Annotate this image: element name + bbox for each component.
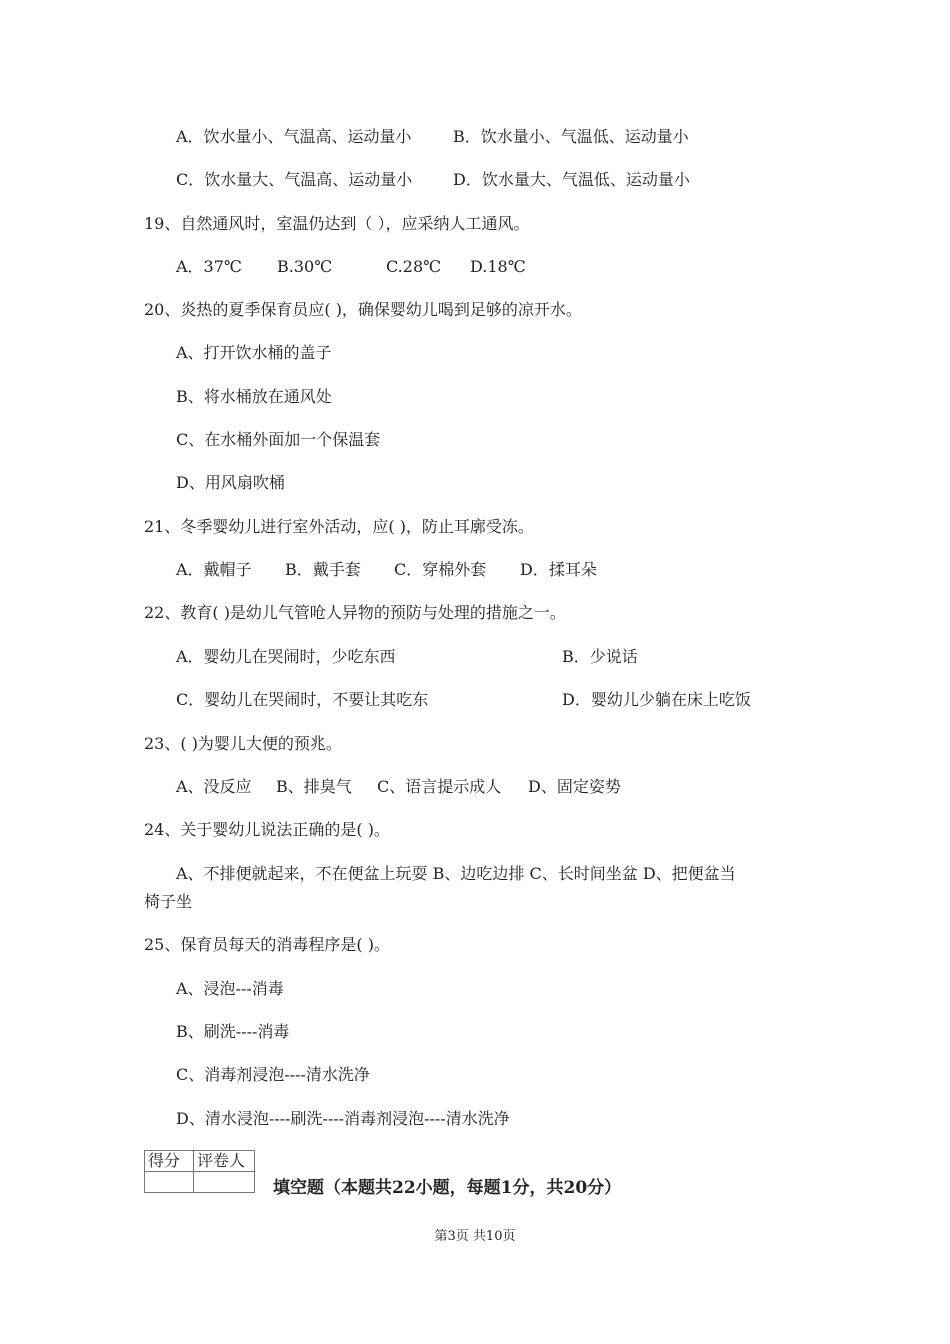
q22-option-b: B．少说话 — [562, 647, 638, 666]
q20-option-c: C、在水桶外面加一个保温套 — [176, 430, 381, 449]
section-title: 填空题（本题共22小题，每题1分，共20分） — [273, 1178, 622, 1198]
grader-cell — [194, 1172, 255, 1193]
q19-option-b: B.30℃ — [277, 257, 333, 276]
q25-stem: 25、保育员每天的消毒程序是( )。 — [144, 935, 390, 954]
q21-option-b: B．戴手套 — [285, 560, 361, 579]
q20-option-a: A、打开饮水桶的盖子 — [176, 343, 332, 362]
q22-option-a: A．婴幼儿在哭闹时，少吃东西 — [176, 647, 396, 666]
q22-option-c: C．婴幼儿在哭闹时，不要让其吃东 — [176, 690, 429, 709]
q18-option-d: D．饮水量大、气温低、运动量小 — [453, 170, 690, 189]
q24-options-line2: 椅子坐 — [144, 892, 193, 911]
q21-option-a: A．戴帽子 — [176, 560, 252, 579]
score-header: 得分 — [145, 1151, 194, 1172]
q18-option-c: C．饮水量大、气温高、运动量小 — [176, 170, 413, 189]
q23-option-c: C、语言提示成人 — [377, 777, 502, 796]
q23-option-b: B、排臭气 — [276, 777, 352, 796]
page-footer: 第3页 共10页 — [434, 1229, 516, 1244]
q20-stem: 20、炎热的夏季保育员应( )，确保婴幼儿喝到足够的凉开水。 — [144, 300, 582, 319]
q19-option-a: A．37℃ — [176, 257, 242, 276]
q23-stem: 23、( )为婴儿大便的预兆。 — [144, 734, 342, 753]
q21-option-c: C．穿棉外套 — [394, 560, 487, 579]
q22-stem: 22、教育( )是幼儿气管呛人异物的预防与处理的措施之一。 — [144, 603, 566, 622]
score-box — [144, 1150, 255, 1193]
q24-options-line1: A、不排便就起来，不在便盆上玩耍 B、边吃边排 C、长时间坐盆 D、把便盆当 — [176, 864, 736, 883]
q25-option-b: B、刷洗----消毒 — [176, 1022, 290, 1041]
q20-option-d: D、用风扇吹桶 — [176, 473, 285, 492]
q23-option-d: D、固定姿势 — [528, 777, 621, 796]
q18-option-b: B．饮水量小、气温低、运动量小 — [453, 127, 689, 146]
q19-option-c: C.28℃ — [386, 257, 442, 276]
q22-option-d: D．婴幼儿少躺在床上吃饭 — [562, 690, 751, 709]
q25-option-c: C、消毒剂浸泡----清水洗净 — [176, 1065, 370, 1084]
grader-header: 评卷人 — [194, 1151, 255, 1172]
q25-option-a: A、浸泡---消毒 — [176, 979, 284, 998]
q21-option-d: D．揉耳朵 — [520, 560, 597, 579]
q23-option-a: A、没反应 — [176, 777, 252, 796]
score-cell — [145, 1172, 194, 1193]
q19-stem: 19、自然通风时，室温仍达到（ ），应采纳人工通风。 — [144, 214, 530, 233]
q18-option-a: A．饮水量小、气温高、运动量小 — [176, 127, 412, 146]
q25-option-d: D、清水浸泡----刷洗----消毒剂浸泡----清水洗净 — [176, 1109, 510, 1128]
q20-option-b: B、将水桶放在通风处 — [176, 387, 332, 406]
q24-stem: 24、关于婴幼儿说法正确的是( )。 — [144, 820, 390, 839]
q19-option-d: D.18℃ — [470, 257, 526, 276]
q21-stem: 21、冬季婴幼儿进行室外活动，应( )，防止耳廓受冻。 — [144, 517, 534, 536]
